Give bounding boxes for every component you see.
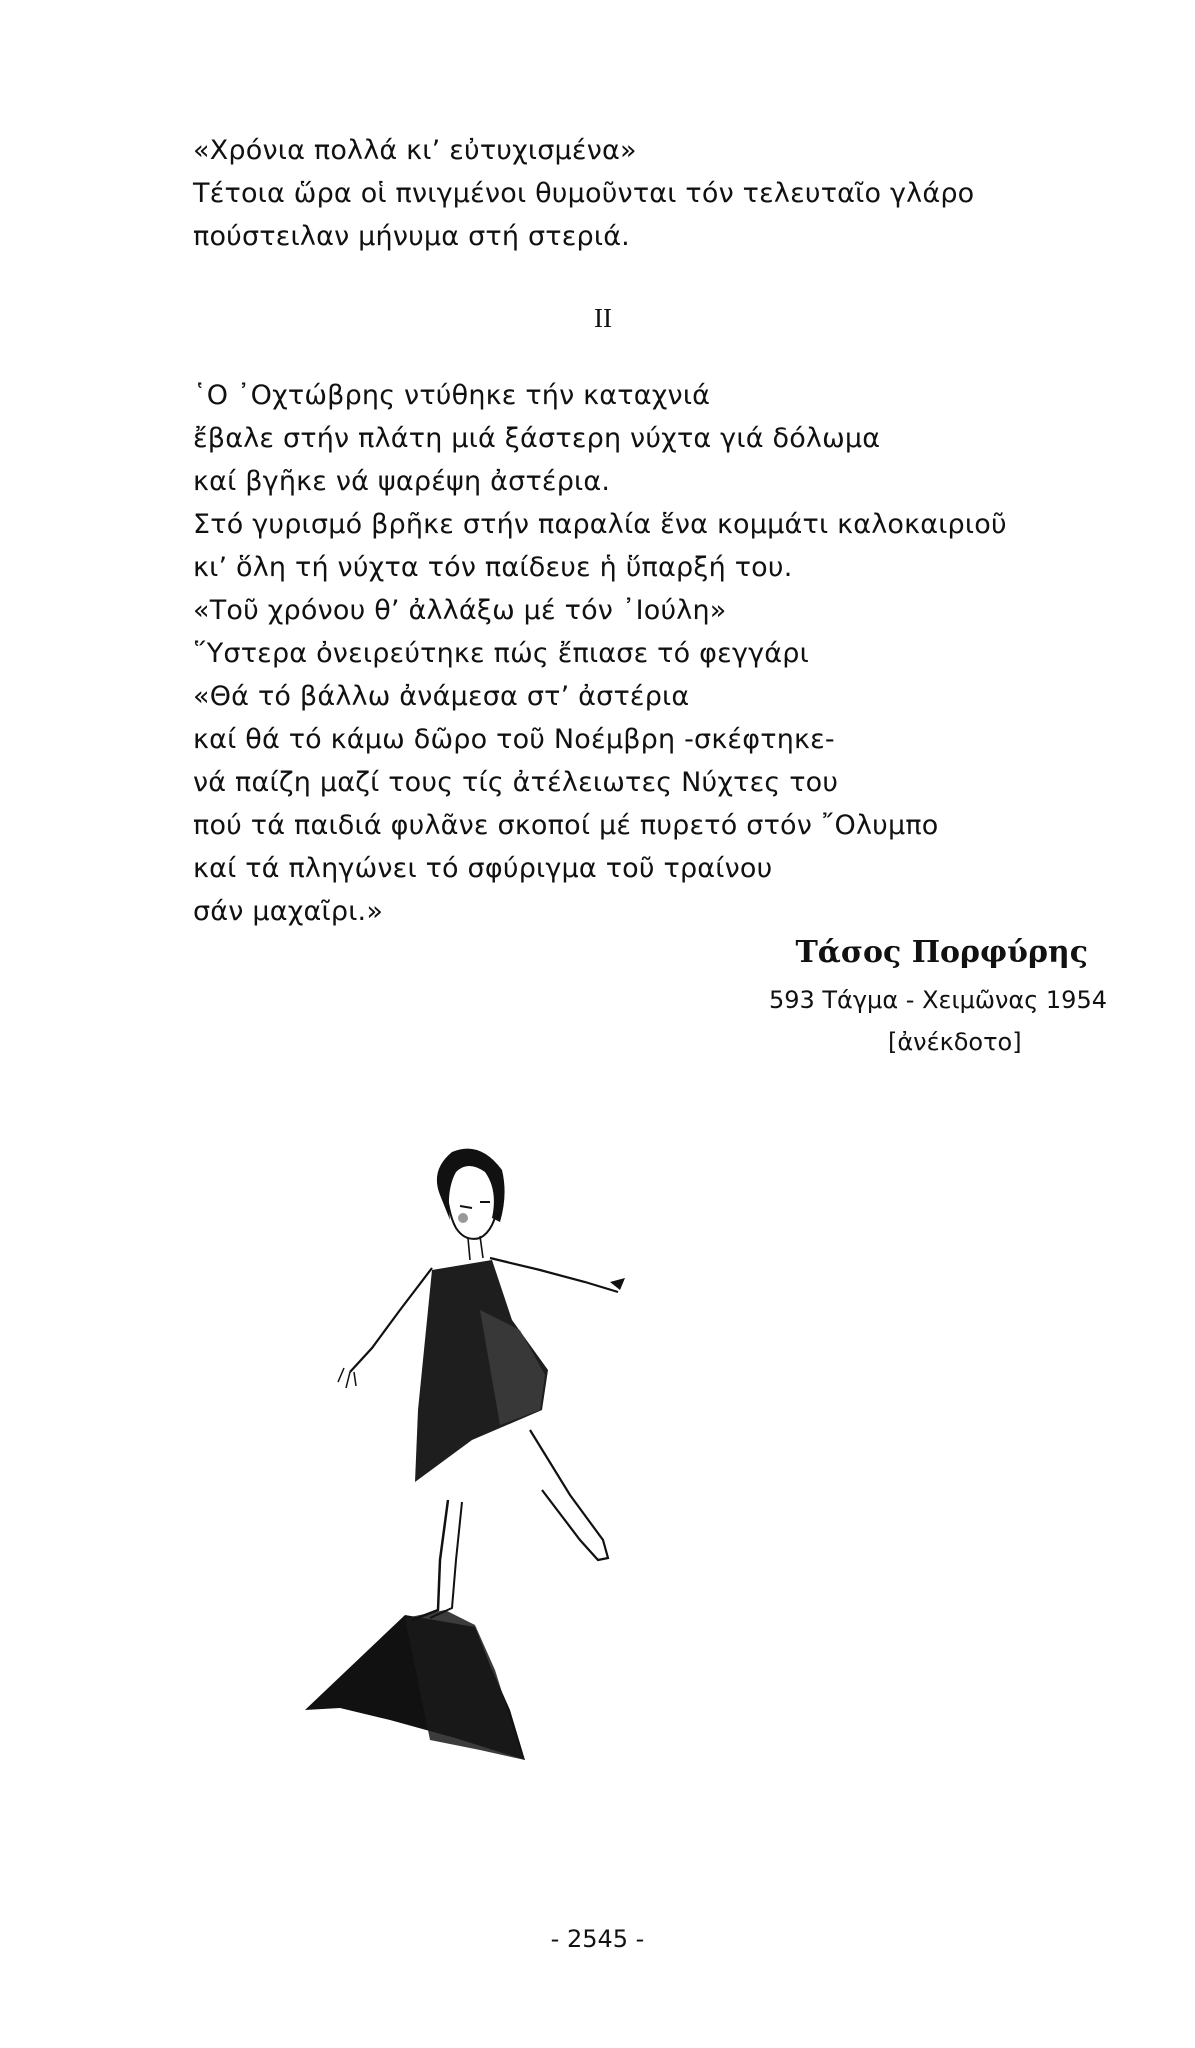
- poem-line: πούστειλαν μήνυμα στή στεριά.: [193, 221, 630, 252]
- section-number: II: [594, 303, 612, 333]
- poem-line: κι’ ὅλη τή νύχτα τόν παίδευε ἡ ὕπαρξή του.: [193, 552, 793, 583]
- poem-line: καί τά πληγώνει τό σφύριγμα τοῦ τραίνου: [193, 853, 773, 884]
- poem-line: πού τά παιδιά φυλᾶνε σκοποί μέ πυρετό στόν ῎Ολυμπο: [193, 810, 939, 841]
- hand-left: [338, 1368, 356, 1388]
- poem-line: νά παίζη μαζί τους τίς ἀτέλειωτες Νύχτες του: [193, 767, 839, 798]
- poem-line: καί θά τό κάμω δῶρο τοῦ Νοέμβρη -σκέφτηκε-: [193, 724, 835, 755]
- poem-line: «Τοῦ χρόνου θ’ ἀλλάξω μέ τόν ᾿Ιούλη»: [193, 595, 727, 626]
- poem-line: Τέτοια ὥρα οἱ πνιγμένοι θυμοῦνται τόν τελευταῖο γλάρο: [193, 178, 975, 209]
- rock-shape: [405, 1610, 525, 1760]
- small-bird-icon: [610, 1278, 625, 1290]
- unpublished-note: [ἀνέκδοτο]: [888, 1028, 1022, 1056]
- poem-line: ἔβαλε στήν πλάτη μιά ξάστερη νύχτα γιά δόλωμα: [193, 423, 881, 454]
- leg-left: [412, 1500, 448, 1620]
- author-detail: 593 Τάγμα - Χειμῶνας 1954: [768, 986, 1107, 1014]
- poem-line: σάν μαχαῖρι.»: [193, 896, 384, 927]
- arm-left: [350, 1268, 432, 1372]
- poem-line: καί βγῆκε νά ψαρέψη ἀστέρια.: [193, 466, 611, 497]
- cheek-shade: [458, 1213, 468, 1223]
- woman-balancing-on-rock-drawing-icon: [280, 1110, 820, 1840]
- poem-line: ῾Ο ᾿Οχτώβρης ντύθηκε τήν καταχνιά: [193, 380, 711, 411]
- author-name: Τάσος Πορφύρης: [795, 935, 1088, 970]
- arm-right: [490, 1258, 618, 1292]
- poem-line: ῞Υστερα ὀνειρεύτηκε πώς ἔπιασε τό φεγγάρι: [193, 638, 809, 669]
- poem-line: Στό γυρισμό βρῆκε στήν παραλία ἕνα κομμάτι καλοκαιριοῦ: [193, 509, 1007, 540]
- poem-line: «Χρόνια πολλά κι’ εὐτυχισμένα»: [193, 135, 637, 166]
- page-number: - 2545 -: [550, 1925, 645, 1953]
- poem-line: «Θά τό βάλλω ἀνάμεσα στ’ ἀστέρια: [193, 681, 690, 712]
- leg-right: [530, 1430, 608, 1560]
